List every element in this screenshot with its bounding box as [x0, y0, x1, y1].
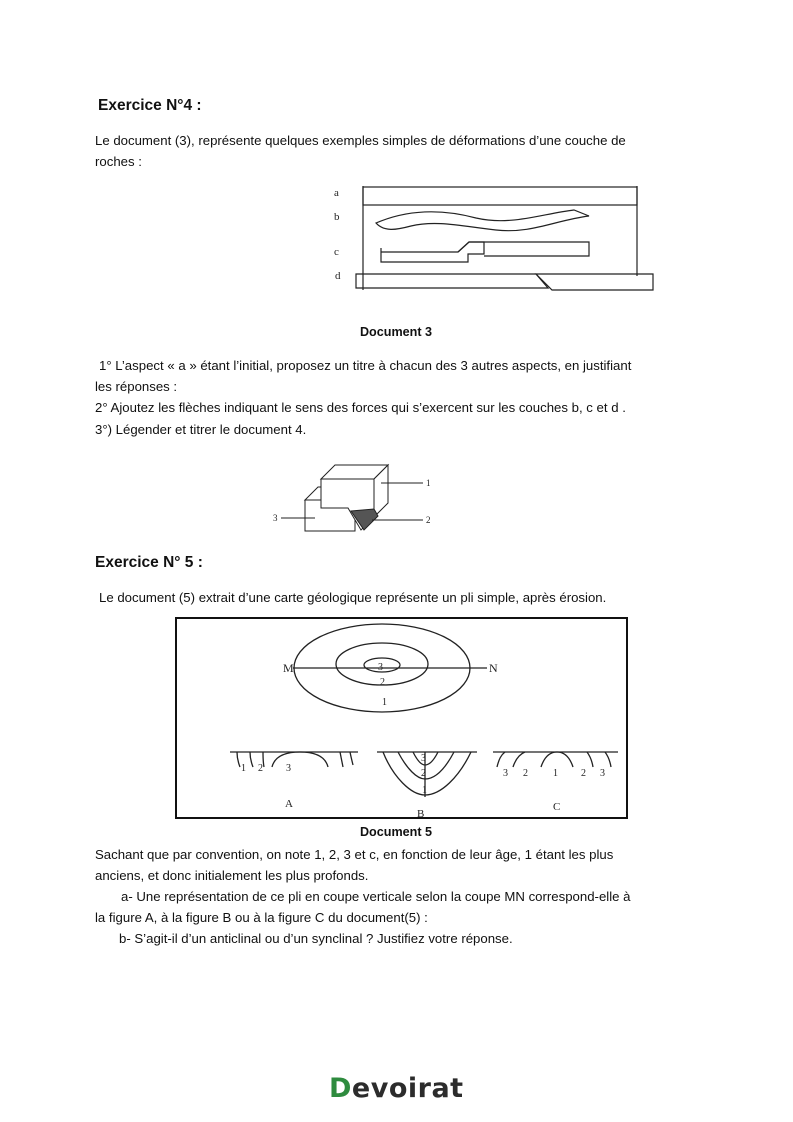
ex4-question-1-line-1: 1° L’aspect « a » étant l’initial, proposez un titre à chacun des 3 autres aspects, en justifiant [99, 358, 632, 373]
doc5-fig-c-num-2a: 2 [523, 768, 528, 779]
exercise-4-title: Exercice N°4 : [98, 97, 202, 114]
doc5-label-m: M [283, 661, 294, 675]
doc5-map-label-inner: 3 [378, 662, 383, 673]
doc5-fig-b-num-2: 2 [421, 768, 426, 779]
ex4-intro-line-2: roches : [95, 154, 142, 169]
ex5-question-a-line-1: a- Une représentation de ce pli en coupe verticale selon la coupe MN correspond-elle à [121, 889, 631, 904]
ex5-intro: Le document (5) extrait d’une carte géologique représente un pli simple, après érosion. [99, 590, 607, 605]
doc3-layer-d-left [356, 274, 548, 288]
ex4-question-3: 3°) Légender et titrer le document 4. [95, 422, 307, 437]
doc3-layer-b [376, 210, 589, 231]
document-3-caption: Document 3 [359, 325, 433, 339]
logo-initial: D [329, 1073, 352, 1104]
ex5-question-b: b- S’agit-il d’un anticlinal ou d’un synclinal ? Justifiez votre réponse. [119, 931, 513, 946]
doc5-figure-c [493, 752, 618, 767]
ex4-question-1-line-2: les réponses : [95, 379, 178, 394]
ex5-question-a-line-2: la figure A, à la figure B ou à la figure C du document(5) : [95, 910, 428, 925]
ex4-intro-line-1: Le document (3), représente quelques exemples simples de déformations d’une couche de [95, 133, 626, 148]
doc3-label-d: d [335, 270, 341, 282]
doc5-figure-a [230, 752, 358, 767]
document-3-figure [326, 178, 662, 296]
doc4-label-3: 3 [273, 513, 278, 523]
document-4-figure [268, 458, 438, 538]
doc3-label-a: a [334, 187, 339, 199]
doc5-fig-c-num-3b: 3 [600, 768, 605, 779]
doc5-fig-c-num-2b: 2 [581, 768, 586, 779]
ex4-question-2: 2° Ajoutez les flèches indiquant le sens des forces qui s’exercent sur les couches b, c et d . [95, 400, 626, 415]
doc5-fig-b-label: B [417, 808, 425, 820]
logo-text: evoirat [351, 1073, 464, 1104]
doc5-map-label-middle: 2 [380, 677, 385, 688]
doc5-fig-a-num-2: 2 [258, 763, 263, 774]
doc5-label-n: N [489, 661, 498, 675]
document-5-figure [175, 617, 629, 820]
ex5-paragraph-line-1: Sachant que par convention, on note 1, 2, 3 et c, en fonction de leur âge, 1 étant les plus [95, 847, 614, 862]
doc3-label-c: c [334, 246, 339, 258]
doc3-layer-a [363, 187, 637, 205]
doc3-layer-c-left [381, 242, 484, 262]
doc5-figure-b [377, 752, 477, 797]
doc5-fig-b-num-3: 3 [421, 753, 426, 764]
doc4-label-2: 2 [426, 515, 431, 525]
exercise-5-title: Exercice N° 5 : [95, 554, 203, 571]
doc3-label-b: b [334, 211, 340, 223]
doc3-layer-d-right [536, 274, 653, 290]
doc5-fig-a-num-3: 3 [286, 763, 291, 774]
doc5-fig-c-num-3a: 3 [503, 768, 508, 779]
doc5-fig-c-num-1: 1 [553, 768, 558, 779]
devoirat-logo [329, 1073, 464, 1104]
doc5-fig-a-num-1: 1 [241, 763, 246, 774]
ex5-paragraph-line-2: anciens, et donc initialement les plus profonds. [95, 868, 369, 883]
doc5-fig-a-label: A [285, 798, 293, 810]
doc5-frame [176, 618, 627, 818]
doc5-fig-b-num-1: 1 [422, 785, 427, 796]
document-5-caption: Document 5 [359, 825, 433, 839]
doc5-map-label-outer: 1 [382, 697, 387, 708]
doc4-label-1: 1 [426, 478, 431, 488]
doc5-fig-c-label: C [553, 801, 561, 813]
